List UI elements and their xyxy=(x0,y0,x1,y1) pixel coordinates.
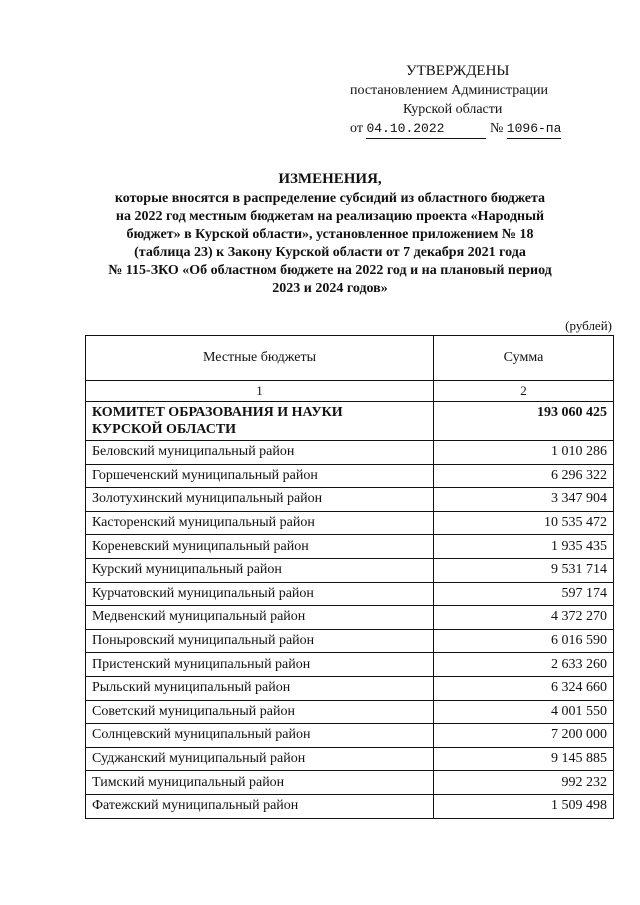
row-name: Фатежский муниципальный район xyxy=(86,794,434,818)
title-heading: ИЗМЕНЕНИЯ, xyxy=(278,171,382,187)
row-name: Горшеченский муниципальный район xyxy=(86,464,434,488)
number-label: № xyxy=(489,121,504,136)
committee-amount: 193 060 425 xyxy=(434,402,614,441)
column-index-2: 2 xyxy=(434,381,614,402)
approval-line2: Курской области xyxy=(403,102,503,117)
row-name: Поныровский муниципальный район xyxy=(86,629,434,653)
row-amount: 4 001 550 xyxy=(434,700,614,724)
table-row xyxy=(86,441,614,465)
approval-line1: постановлением Администрации xyxy=(350,83,548,98)
committee-name-line2: КУРСКОЙ ОБЛАСТИ xyxy=(92,422,237,437)
approval-block xyxy=(350,62,580,139)
approval-heading: УТВЕРЖДЕНЫ xyxy=(406,63,510,79)
approval-number: 1096-па xyxy=(507,119,562,139)
column-header-amount: Сумма xyxy=(434,336,614,381)
title-line3: бюджет» в Курской области», установленное приложением № 18 xyxy=(126,227,534,242)
table-row xyxy=(86,724,614,748)
approval-date-number xyxy=(350,119,580,139)
table-row xyxy=(86,700,614,724)
row-name: Рыльский муниципальный район xyxy=(86,676,434,700)
table-row xyxy=(86,629,614,653)
row-amount: 1 010 286 xyxy=(434,441,614,465)
table-row xyxy=(86,511,614,535)
table-row xyxy=(86,747,614,771)
document-title xyxy=(60,170,600,298)
row-name: Пристенский муниципальный район xyxy=(86,653,434,677)
row-amount: 9 531 714 xyxy=(434,558,614,582)
approval-date xyxy=(366,119,486,139)
column-header-budgets: Местные бюджеты xyxy=(86,336,434,381)
committee-name-line1: КОМИТЕТ ОБРАЗОВАНИЯ И НАУКИ xyxy=(92,405,343,420)
table-row xyxy=(86,653,614,677)
table-row xyxy=(86,606,614,630)
row-name: Золотухинский муниципальный район xyxy=(86,488,434,512)
table-header-row xyxy=(86,336,614,381)
table-row xyxy=(86,582,614,606)
row-amount: 1 509 498 xyxy=(434,794,614,818)
title-line6: 2023 и 2024 годов» xyxy=(272,281,388,296)
row-amount: 2 633 260 xyxy=(434,653,614,677)
committee-row xyxy=(86,402,614,441)
row-name: Касторенский муниципальный район xyxy=(86,511,434,535)
row-amount: 4 372 270 xyxy=(434,606,614,630)
row-name: Медвенский муниципальный район xyxy=(86,606,434,630)
row-amount: 6 296 322 xyxy=(434,464,614,488)
row-amount: 7 200 000 xyxy=(434,724,614,748)
title-line4: (таблица 23) к Закону Курской области от 7 декабря 2021 года xyxy=(134,245,526,260)
row-name: Беловский муниципальный район xyxy=(86,441,434,465)
row-name: Тимский муниципальный район xyxy=(86,771,434,795)
row-name: Курский муниципальный район xyxy=(86,558,434,582)
row-amount: 6 324 660 xyxy=(434,676,614,700)
from-label: от xyxy=(350,121,363,136)
row-amount: 1 935 435 xyxy=(434,535,614,559)
row-amount: 597 174 xyxy=(434,582,614,606)
table-row xyxy=(86,535,614,559)
row-name: Курчатовский муниципальный район xyxy=(86,582,434,606)
table-row xyxy=(86,464,614,488)
row-amount: 3 347 904 xyxy=(434,488,614,512)
table-row xyxy=(86,676,614,700)
table-row xyxy=(86,488,614,512)
row-name: Кореневский муниципальный район xyxy=(86,535,434,559)
row-name: Суджанский муниципальный район xyxy=(86,747,434,771)
table-row xyxy=(86,794,614,818)
committee-name xyxy=(86,402,434,441)
approval-date-value: 04.10.2022 xyxy=(366,121,445,136)
title-line5: № 115-ЗКО «Об областном бюджете на 2022 год и на плановый период xyxy=(108,263,552,278)
subsidy-table xyxy=(85,335,614,819)
row-name: Солнцевский муниципальный район xyxy=(86,724,434,748)
table-row xyxy=(86,558,614,582)
row-amount: 992 232 xyxy=(434,771,614,795)
row-name: Советский муниципальный район xyxy=(86,700,434,724)
units-label: (рублей) xyxy=(565,318,612,333)
column-index-row xyxy=(86,381,614,402)
row-amount: 6 016 590 xyxy=(434,629,614,653)
title-line1: которые вносятся в распределение субсидий из областного бюджета xyxy=(114,191,546,206)
row-amount: 9 145 885 xyxy=(434,747,614,771)
row-amount: 10 535 472 xyxy=(434,511,614,535)
title-line2: на 2022 год местным бюджетам на реализацию проекта «Народный xyxy=(115,209,545,224)
table-row xyxy=(86,771,614,795)
column-index-1: 1 xyxy=(86,381,434,402)
